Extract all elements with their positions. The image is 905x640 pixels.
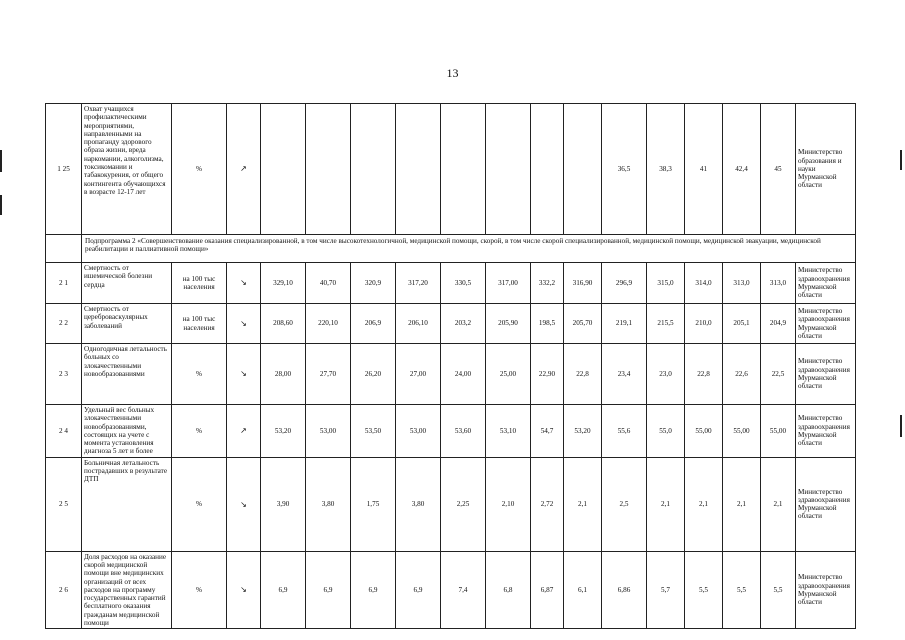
ministry-cell: Министерство здравоохранения Мурманской области [796, 405, 856, 458]
subprogram-title: Подпрограмма 2 «Совершенствование оказания специализированной, в том числе высокотехнологичной, медицинской помощи, скорой, в том числе скорой специализированной, медицинской помощи, медицинской эвакуации, медицинской реабилитации и паллиативной помощи» [82, 235, 856, 263]
unit-cell: % [172, 104, 227, 235]
value-cell: 22,90 [531, 344, 564, 405]
row-number: 2 1 [46, 263, 82, 304]
value-cell: 25,00 [486, 344, 531, 405]
value-cell: 206,10 [396, 304, 441, 344]
value-cell: 208,60 [261, 304, 306, 344]
subprogram-number-cell [46, 235, 82, 263]
value-cell: 6,9 [396, 551, 441, 629]
value-cell: 3,80 [396, 457, 441, 551]
binding-mark-left [0, 195, 2, 215]
value-cell [531, 104, 564, 235]
value-cell: 6,9 [261, 551, 306, 629]
table-row [46, 551, 856, 629]
value-cell: 2,1 [685, 457, 723, 551]
value-cell [564, 104, 602, 235]
trend-arrow-icon: ↘ [227, 304, 261, 344]
value-cell: 42,4 [723, 104, 761, 235]
trend-arrow-icon: ↘ [227, 263, 261, 304]
value-cell: 22,8 [685, 344, 723, 405]
value-cell: 313,0 [723, 263, 761, 304]
indicator-name: Удельный вес больных злокачественными новообразованиями, состоящих на учете с момента установления диагноза 5 лет и более [82, 405, 172, 458]
value-cell: 5,5 [723, 551, 761, 629]
binding-mark-right [900, 150, 902, 170]
value-cell: 2,5 [602, 457, 647, 551]
value-cell: 23,4 [602, 344, 647, 405]
unit-cell: на 100 тыс населения [172, 263, 227, 304]
value-cell: 45 [761, 104, 796, 235]
subprogram-row [46, 235, 856, 263]
indicator-name: Доля расходов на оказание скорой медицинской помощи вне медицинских организаций от всех расходов на программу государственных гарантий бесплатного оказания гражданам медицинской помощи [82, 551, 172, 629]
table-row [46, 405, 856, 458]
value-cell: 206,9 [351, 304, 396, 344]
value-cell: 220,10 [306, 304, 351, 344]
table-row [46, 344, 856, 405]
value-cell [396, 104, 441, 235]
value-cell: 28,00 [261, 344, 306, 405]
value-cell: 53,10 [486, 405, 531, 458]
value-cell: 3,90 [261, 457, 306, 551]
row-number: 2 2 [46, 304, 82, 344]
value-cell: 40,70 [306, 263, 351, 304]
value-cell: 6,86 [602, 551, 647, 629]
value-cell [441, 104, 486, 235]
ministry-cell: Министерство здравоохранения Мурманской области [796, 344, 856, 405]
ministry-cell: Министерство здравоохранения Мурманской области [796, 457, 856, 551]
unit-cell: % [172, 344, 227, 405]
value-cell: 2,1 [564, 457, 602, 551]
value-cell: 215,5 [647, 304, 685, 344]
value-cell: 36,5 [602, 104, 647, 235]
value-cell [261, 104, 306, 235]
row-number: 2 4 [46, 405, 82, 458]
value-cell: 219,1 [602, 304, 647, 344]
trend-arrow-icon: ↗ [227, 104, 261, 235]
unit-cell: % [172, 551, 227, 629]
value-cell: 2,1 [761, 457, 796, 551]
ministry-cell: Министерство здравоохранения Мурманской области [796, 551, 856, 629]
value-cell: 55,0 [647, 405, 685, 458]
binding-mark-left [0, 150, 2, 172]
value-cell: 1,75 [351, 457, 396, 551]
value-cell: 317,20 [396, 263, 441, 304]
value-cell: 6,1 [564, 551, 602, 629]
value-cell: 329,10 [261, 263, 306, 304]
value-cell: 38,3 [647, 104, 685, 235]
value-cell: 22,6 [723, 344, 761, 405]
value-cell: 2,1 [723, 457, 761, 551]
value-cell: 22,5 [761, 344, 796, 405]
value-cell: 316,90 [564, 263, 602, 304]
value-cell [486, 104, 531, 235]
value-cell: 5,5 [685, 551, 723, 629]
value-cell: 203,2 [441, 304, 486, 344]
value-cell: 317,00 [486, 263, 531, 304]
indicator-name: Охват учащихся профилактическими мероприятиями, направленными на пропаганду здорового образа жизни, вреда наркомании, алкоголизма, токсикомании и табакокурения, от общего контингента обучающихся в возрасте 12-17 лет [82, 104, 172, 235]
value-cell: 53,00 [396, 405, 441, 458]
value-cell: 198,5 [531, 304, 564, 344]
ministry-cell: Министерство образования и науки Мурманской области [796, 104, 856, 235]
value-cell: 205,90 [486, 304, 531, 344]
value-cell: 6,9 [351, 551, 396, 629]
value-cell: 204,9 [761, 304, 796, 344]
value-cell: 27,00 [396, 344, 441, 405]
trend-arrow-icon: ↘ [227, 457, 261, 551]
value-cell: 55,00 [685, 405, 723, 458]
value-cell [351, 104, 396, 235]
value-cell: 332,2 [531, 263, 564, 304]
trend-arrow-icon: ↗ [227, 405, 261, 458]
value-cell: 54,7 [531, 405, 564, 458]
value-cell: 7,4 [441, 551, 486, 629]
value-cell: 26,20 [351, 344, 396, 405]
unit-cell: % [172, 457, 227, 551]
value-cell: 210,0 [685, 304, 723, 344]
row-number: 1 25 [46, 104, 82, 235]
value-cell: 2,10 [486, 457, 531, 551]
indicator-name: Смертность от цереброваскулярных заболеваний [82, 304, 172, 344]
ministry-cell: Министерство здравоохранения Мурманской области [796, 263, 856, 304]
value-cell: 5,5 [761, 551, 796, 629]
ministry-cell: Министерство здравоохранения Мурманской области [796, 304, 856, 344]
indicators-table [45, 103, 856, 629]
table-row [46, 104, 856, 235]
page-number: 13 [446, 66, 459, 80]
indicator-name: Одногодичная летальность больных со злокачественными новообразованиями [82, 344, 172, 405]
value-cell: 6,9 [306, 551, 351, 629]
value-cell: 53,00 [306, 405, 351, 458]
value-cell: 296,9 [602, 263, 647, 304]
unit-cell: % [172, 405, 227, 458]
row-number: 2 6 [46, 551, 82, 629]
unit-cell: на 100 тыс населения [172, 304, 227, 344]
value-cell: 313,0 [761, 263, 796, 304]
value-cell: 2,1 [647, 457, 685, 551]
trend-arrow-icon: ↘ [227, 344, 261, 405]
value-cell: 53,20 [261, 405, 306, 458]
value-cell: 53,50 [351, 405, 396, 458]
table-row [46, 263, 856, 304]
value-cell: 22,8 [564, 344, 602, 405]
value-cell: 205,1 [723, 304, 761, 344]
value-cell: 6,87 [531, 551, 564, 629]
value-cell: 55,6 [602, 405, 647, 458]
indicator-name: Смертность от ишемической болезни сердца [82, 263, 172, 304]
value-cell: 23,0 [647, 344, 685, 405]
value-cell: 41 [685, 104, 723, 235]
value-cell: 53,60 [441, 405, 486, 458]
table-row [46, 304, 856, 344]
value-cell: 27,70 [306, 344, 351, 405]
value-cell: 5,7 [647, 551, 685, 629]
value-cell: 24,00 [441, 344, 486, 405]
trend-arrow-icon: ↘ [227, 551, 261, 629]
value-cell: 314,0 [685, 263, 723, 304]
value-cell [306, 104, 351, 235]
value-cell: 55,00 [723, 405, 761, 458]
indicator-name: Больничная летальность пострадавших в результате ДТП [82, 457, 172, 551]
value-cell: 2,72 [531, 457, 564, 551]
value-cell: 320,9 [351, 263, 396, 304]
row-number: 2 5 [46, 457, 82, 551]
value-cell: 315,0 [647, 263, 685, 304]
binding-mark-right [900, 415, 902, 437]
value-cell: 330,5 [441, 263, 486, 304]
value-cell: 3,80 [306, 457, 351, 551]
value-cell: 205,70 [564, 304, 602, 344]
value-cell: 55,00 [761, 405, 796, 458]
row-number: 2 3 [46, 344, 82, 405]
value-cell: 2,25 [441, 457, 486, 551]
value-cell: 6,8 [486, 551, 531, 629]
value-cell: 53,20 [564, 405, 602, 458]
table-row [46, 457, 856, 551]
